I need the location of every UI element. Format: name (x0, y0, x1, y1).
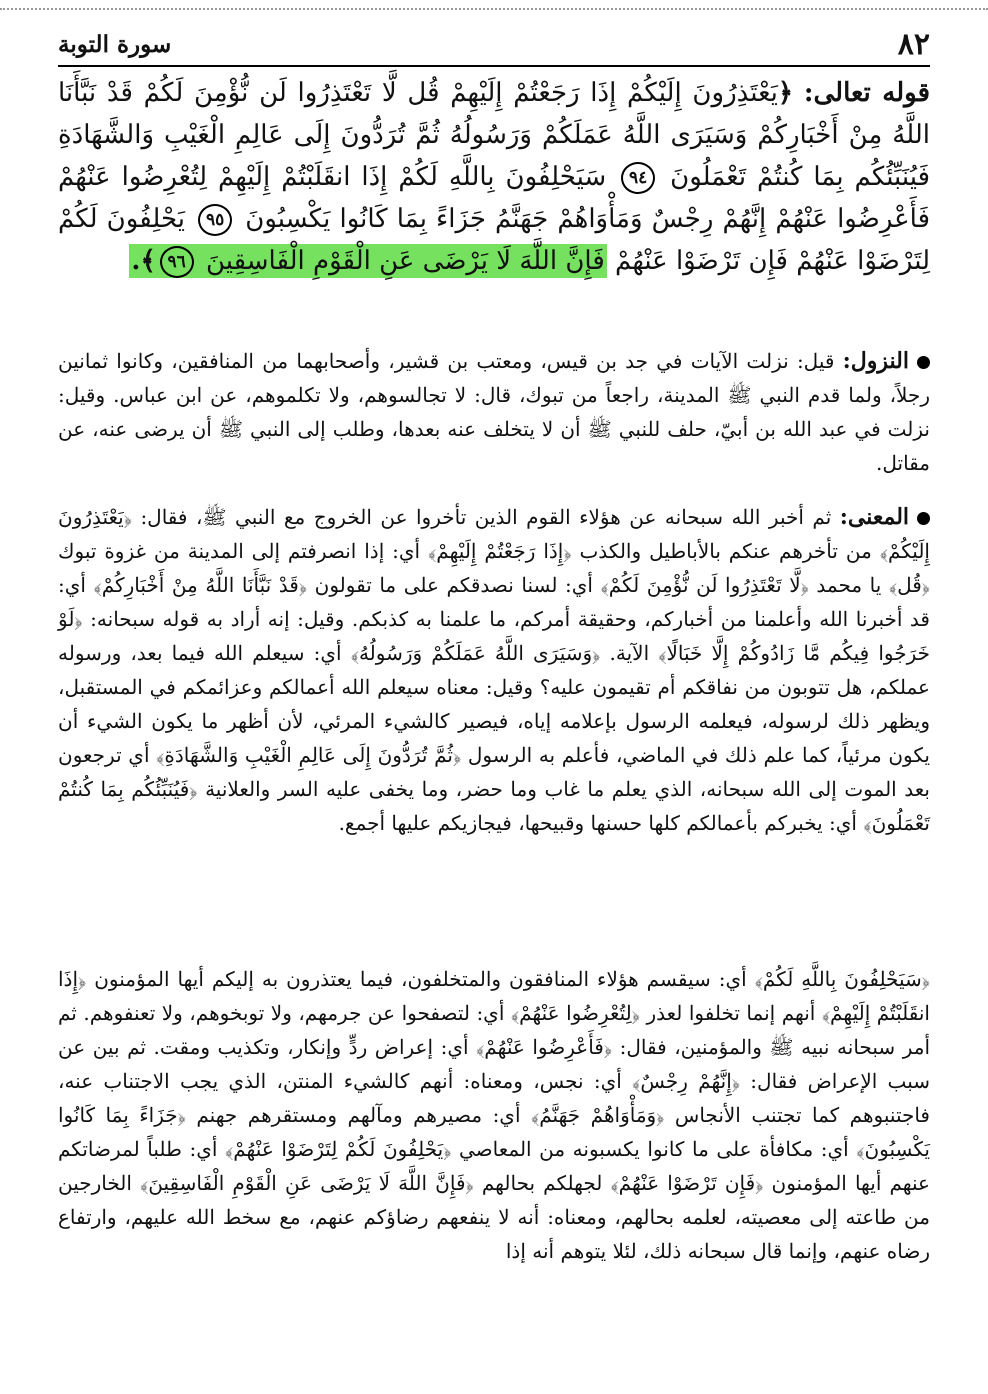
header-divider (58, 65, 930, 67)
verse-lead: قوله تعالى: (803, 78, 930, 108)
bullet-icon (917, 512, 930, 525)
verse-number-94: ٩٤ (621, 162, 655, 194)
verse-text-95: سَيَحْلِفُونَ بِاللَّهِ لَكُمْ إِذَا انقَلَبْتُمْ إِلَيْهِمْ لِتُعْرِضُوا عَنْهُمْ فَأَعْرِضُوا عَنْهُمْ إِنَّهُمْ رِجْسٌ وَمَأْوَاهُمْ جَهَنَّمُ جَزَاءً بِمَا كَانُوا يَكْسِبُونَ (58, 162, 931, 234)
maana-body: ثم أخبر الله سبحانه عن هؤلاء القوم الذين تأخروا عن الخروج مع النبي ﷺ، فقال: ﴿يَعْتَذِرُونَ إِلَيْكُمْ﴾ من تأخرهم عنكم بالأباطيل والكذب ﴿إِذَا رَجَعْتُمْ إِلَيْهِمْ﴾ أي: إذا انصرفتم إلى المدينة من غزوة تبوك ﴿قُل﴾ يا محمد ﴿لَّا تَعْتَذِرُوا لَن نُّؤْمِنَ لَكُمْ﴾ أي: لسنا نصدقكم على ما تقولون ﴿قَدْ نَبَّأَنَا اللَّهُ مِنْ أَخْبَارِكُمْ﴾ أي: قد أخبرنا الله وأعلمنا من أخباركم، وحقيقة أمركم، ما علمنا به كذبكم. وقيل: إنه أراد به قوله سبحانه: ﴿لَوْ خَرَجُوا فِيكُم مَّا زَادُوكُمْ إِلَّا خَبَالًا﴾ الآية. ﴿وَسَيَرَى اللَّهُ عَمَلَكُمْ وَرَسُولُهُ﴾ أي: سيعلم الله فيما بعد، ورسوله عملكم، هل تتوبون من نفاقكم أم تقيمون عليه؟ وقيل: معناه سيعلم الله أعمالكم وعزائمكم في المستقبل، ويظهر ذلك لرسوله، فيعلمه الرسول بإعلامه إياه، فيصير كالشيء المرئي، لأن أظهر ما يكون الشيء أن يكون مرئياً، كما علم ذلك في الماضي، فأعلم به الرسول ﴿ثُمَّ تُرَدُّونَ إِلَى عَالِمِ الْغَيْبِ وَالشَّهَادَةِ﴾ أي ترجعون بعد الموت إلى الله سبحانه، الذي يعلم ما غاب وما حضر، وما يخفى عليه السر والعلانية ﴿فَيُنَبِّئُكُم بِمَا كُنتُمْ تَعْمَلُونَ﴾ أي: يخبركم بأعمالكم كلها حسنها وقبيحها، فيجازيكم عليها أجمع. (58, 505, 930, 835)
verse-open-brace: ﴿ (777, 78, 794, 108)
verse-block (58, 72, 930, 282)
highlighted-verse-text: فَإِنَّ اللَّهَ لَا يَرْضَى عَنِ الْقَوْمِ الْفَاسِقِينَ (205, 246, 605, 276)
bullet-icon (917, 356, 930, 369)
verse-text-94: يَعْتَذِرُونَ إِلَيْكُمْ إِذَا رَجَعْتُمْ إِلَيْهِمْ قُل لَّا تَعْتَذِرُوا لَن نُّؤْمِنَ لَكُمْ قَدْ نَبَّأَنَا اللَّهُ مِنْ أَخْبَارِكُمْ وَسَيَرَى اللَّهُ عَمَلَكُمْ وَرَسُولُهُ ثُمَّ تُرَدُّونَ إِلَى عَالِمِ الْغَيْبِ وَالشَّهَادَةِ فَيُنَبِّئُكُم بِمَا كُنتُمْ تَعْمَلُونَ (58, 78, 931, 192)
commentary-section (58, 962, 930, 1268)
highlighted-verse-ending (129, 244, 606, 278)
page-number: ٨٢ (897, 26, 930, 62)
page-top-edge (0, 0, 988, 10)
surah-title: سورة التوبة (58, 30, 172, 58)
verse-close-brace: ﴾. (131, 246, 156, 276)
nuzul-section (58, 344, 930, 480)
maana-title: المعنى: (839, 504, 910, 530)
nuzul-body: قيل: نزلت الآيات في جد بن قيس، ومعتب بن قشير، وأصحابهما من المنافقين، وكانوا ثمانين رجلاً، ولما قدم النبي ﷺ المدينة، راجعاً من تبوك، قال: لا تجالسوهم، ولا تكلموهم، عن ابن عباس. وقيل: نزلت في عبد الله بن أبيّ، حلف للنبي ﷺ أن لا يتخلف عنه بعدها، وطلب إلى النبي ﷺ أن يرضى عنه، عن مقاتل. (58, 349, 930, 475)
verse-number-95: ٩٥ (198, 204, 232, 236)
maana-section (58, 500, 930, 840)
verse-number-96: ٩٦ (160, 246, 194, 278)
commentary-body: ﴿سَيَحْلِفُونَ بِاللَّهِ لَكُمْ﴾ أي: سيقسم هؤلاء المنافقون والمتخلفون، فيما يعتذرون به إليكم أيها المؤمنون ﴿إِذَا انقَلَبْتُمْ إِلَيْهِمْ﴾ أنهم إنما تخلفوا لعذر ﴿لِتُعْرِضُوا عَنْهُمْ﴾ أي: لتصفحوا عن جرمهم، ولا توبخوهم، ولا تعنفوهم. ثم أمر سبحانه نبيه ﷺ والمؤمنين، فقال: ﴿فَأَعْرِضُوا عَنْهُمْ﴾ أي: إعراض ردٍّ وإنكار، وتكذيب ومقت. ثم بين عن سبب الإعراض فقال: ﴿إِنَّهُمْ رِجْسٌ﴾ أي: نجس، ومعناه: أنهم كالشيء المنتن، الذي يجب الاجتناب عنه، فاجتنبوهم كما تجتنب الأنجاس ﴿وَمَأْوَاهُمْ جَهَنَّمُ﴾ أي: مصيرهم ومآلهم ومستقرهم جهنم ﴿جَزَاءً بِمَا كَانُوا يَكْسِبُونَ﴾ أي: مكافأة على ما كانوا يكسبونه من المعاصي ﴿يَحْلِفُونَ لَكُمْ لِتَرْضَوْا عَنْهُمْ﴾ أي: طلباً لمرضاتكم عنهم أيها المؤمنون ﴿فَإِن تَرْضَوْا عَنْهُمْ﴾ لجهلكم بحالهم ﴿فَإِنَّ اللَّهَ لَا يَرْضَى عَنِ الْقَوْمِ الْفَاسِقِينَ﴾ الخارجين من طاعته إلى معصيته، لعلمه بحالهم، ومعناه: أنه لا ينفعهم رضاؤكم عنهم، مع سخط الله عليهم، وارتفاع رضاه عنهم، وإنما قال سبحانه ذلك، لئلا يتوهم أنه إذا (58, 967, 931, 1263)
page-header (58, 26, 930, 62)
verse-text-96: يَحْلِفُونَ لَكُمْ لِتَرْضَوْا عَنْهُمْ فَإِن تَرْضَوْا عَنْهُمْ (58, 204, 930, 276)
nuzul-title: النزول: (842, 348, 909, 374)
